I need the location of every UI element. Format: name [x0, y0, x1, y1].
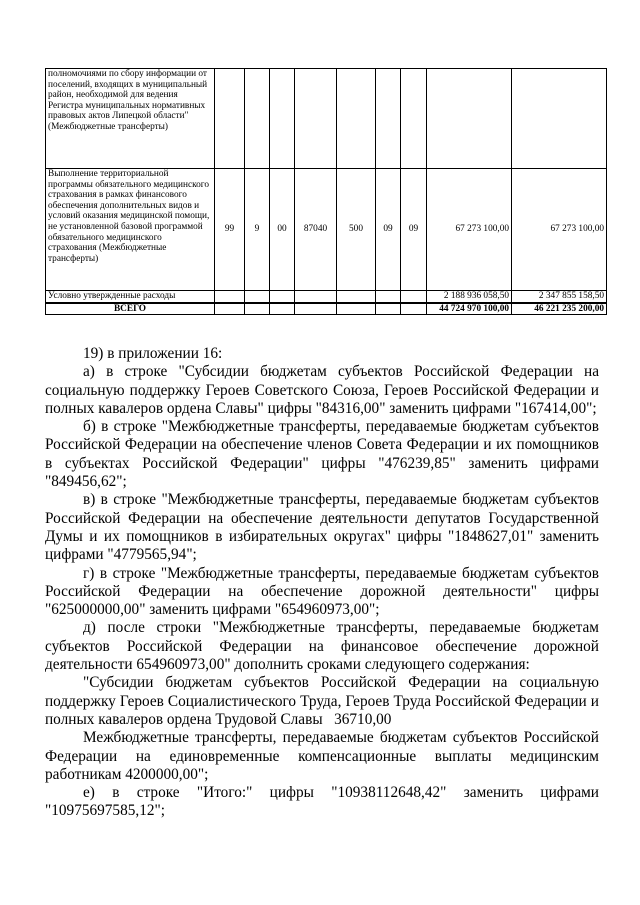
table-row — [46, 169, 607, 291]
code-cell: 00 — [270, 169, 295, 291]
code-cell — [270, 69, 295, 169]
code-cell — [337, 69, 376, 169]
code-cell — [295, 303, 337, 315]
amendment-text — [45, 345, 599, 821]
code-cell — [337, 291, 376, 303]
paragraph-b: б) в строке "Межбюджетные трансферты, передаваемые бюджетам субъектов Российской Федерации на обеспечение членов Совета Федерации и их помощников в субъектах Российской Федерации" цифры "476239,85" заменить цифрами "849456,62"; — [45, 418, 599, 491]
total-amount: 46 221 235 200,00 — [512, 303, 607, 315]
quote-paragraph-2: Межбюджетные трансферты, передаваемые бюджетам субъектов Российской Федерации на единовременные компенсационные выплаты медицинским работникам 4200000,00"; — [45, 729, 599, 783]
code-cell — [215, 303, 245, 315]
code-cell — [215, 291, 245, 303]
total-label: ВСЕГО — [46, 303, 215, 315]
code-cell: 500 — [337, 169, 376, 291]
code-cell: 99 — [215, 169, 245, 291]
code-cell — [270, 291, 295, 303]
amount-cell: 67 273 100,00 — [512, 169, 607, 291]
code-cell — [215, 69, 245, 169]
code-cell — [401, 291, 427, 303]
code-cell — [376, 303, 401, 315]
code-cell: 87040 — [295, 169, 337, 291]
code-cell: 09 — [401, 169, 427, 291]
row-name: Условно утвержденные расходы — [46, 291, 215, 303]
total-row — [46, 303, 607, 315]
code-cell — [401, 69, 427, 169]
code-cell — [270, 303, 295, 315]
code-cell: 9 — [245, 169, 270, 291]
code-cell — [245, 303, 270, 315]
code-cell — [295, 291, 337, 303]
amount-cell: 2 347 855 158,50 — [512, 291, 607, 303]
amount-cell: 2 188 936 058,50 — [427, 291, 512, 303]
table-row — [46, 69, 607, 169]
row-name: Выполнение территориальной программы обязательного медицинского страхования в рамках финансового обеспечения дополнительных видов и условий оказания медицинской помощи, не установленной базовой программой обязательного медицинского страхования (Межбюджетные трансферты) — [46, 169, 215, 291]
budget-table — [45, 68, 607, 315]
code-cell — [376, 291, 401, 303]
table-row — [46, 291, 607, 303]
amount-cell — [427, 69, 512, 169]
code-cell — [245, 69, 270, 169]
quote-1-amount: 36710,00 — [334, 710, 392, 728]
paragraph-e: е) в строке "Итого:" цифры "10938112648,42" заменить цифрами "10975697585,12"; — [45, 784, 599, 820]
code-cell: 09 — [376, 169, 401, 291]
amount-cell — [512, 69, 607, 169]
code-cell — [401, 303, 427, 315]
row-name: полномочиями по сбору информации от поселений, входящих в муниципальный район, необходимой для ведения Регистра муниципальных нормативных правовых актов Липецкой области" (Межбюджетные трансферты) — [46, 69, 215, 169]
paragraph-a: а) в строке "Субсидии бюджетам субъектов Российской Федерации на социальную поддержку Героев Советского Союза, Героев Российской Федерации и полных кавалеров ордена Славы" цифры "84316,00" заменить цифрами "167414,00"; — [45, 363, 599, 417]
code-cell — [245, 291, 270, 303]
amount-cell: 67 273 100,00 — [427, 169, 512, 291]
code-cell — [337, 303, 376, 315]
paragraph-d: д) после строки "Межбюджетные трансферты, передаваемые бюджетам субъектов Российской Федерации на финансовое обеспечение дорожной деятельности 654960973,00" дополнить сроками следующего содержания: — [45, 619, 599, 674]
paragraph-v: в) в строке "Межбюджетные трансферты, передаваемые бюджетам субъектов Российской Федерации на обеспечение деятельности депутатов Государственной Думы и их помощников в избирательных округах" цифры "1848627,01" заменить цифрами "4779565,94"; — [45, 491, 599, 564]
quote-paragraph-1 — [45, 674, 599, 729]
total-amount: 44 724 970 100,00 — [427, 303, 512, 315]
paragraph-g: г) в строке "Межбюджетные трансферты, передаваемые бюджетам субъектов Российской Федерации на обеспечение дорожной деятельности" цифры "625000000,00" заменить цифрами "654960973,00"; — [45, 564, 599, 619]
code-cell — [376, 69, 401, 169]
quote-1-text: "Субсидии бюджетам субъектов Российской Федерации на социальную поддержку Героев Социалистического Труда, Героев Труда Российской Федерации и полных кавалеров ордена Трудовой Славы — [45, 674, 599, 728]
section-heading: 19) в приложении 16: — [83, 345, 223, 362]
code-cell — [295, 69, 337, 169]
